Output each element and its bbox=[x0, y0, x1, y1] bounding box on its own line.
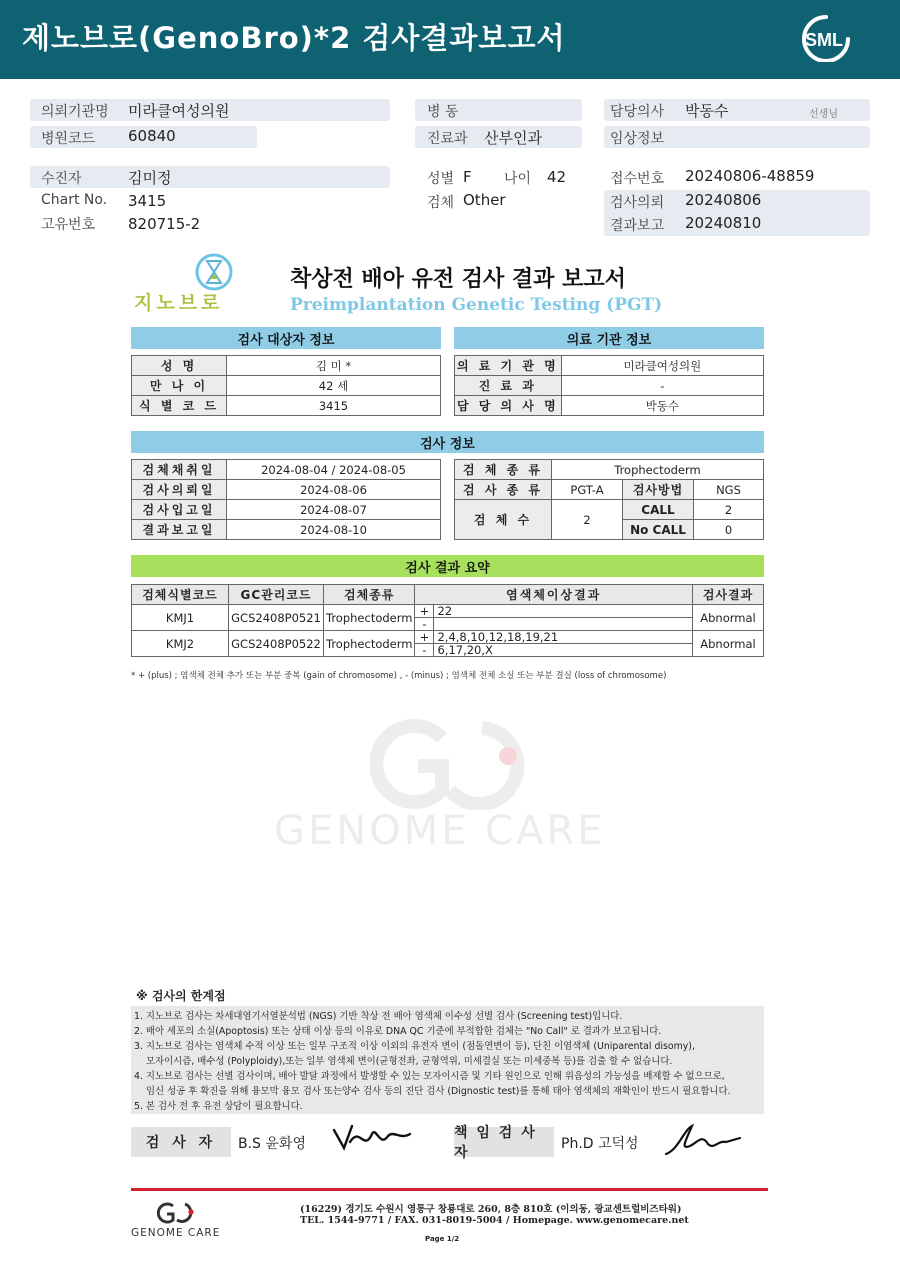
institution-value: 미라클여성의원 bbox=[128, 102, 230, 120]
clinic-dept-label: 진 료 과 bbox=[455, 376, 562, 396]
received-label: 검사입고일 bbox=[132, 500, 227, 520]
clinic-doctor-label: 담 당 의 사 명 bbox=[455, 396, 562, 416]
table-row bbox=[455, 480, 764, 500]
tester-name: B.S 윤화영 bbox=[238, 1136, 306, 1152]
chart-label: Chart No. bbox=[41, 192, 108, 208]
specimen-label: 검체 bbox=[427, 195, 455, 211]
clinic-doctor-value: 박동수 bbox=[561, 396, 763, 416]
report-date-label: 결과보고 bbox=[610, 218, 665, 234]
row2-plus: 2,4,8,10,12,18,19,21 bbox=[437, 630, 559, 644]
summary-table bbox=[131, 584, 764, 657]
row1-result: Abnormal bbox=[693, 605, 764, 631]
specimen-type-value: Trophectoderm bbox=[552, 460, 764, 480]
subject-header: 검사 대상자 정보 bbox=[131, 327, 441, 349]
dept-value: 산부인과 bbox=[484, 129, 542, 147]
limit-line-3: 3. 지노브로 검사는 염색체 수적 이상 또는 일부 구조적 이상 이외의 유전자 변이 (점돌연변이 등), 단친 이염색체 (Uniparental disomy), bbox=[134, 1041, 695, 1052]
receipt-value: 20240806-48859 bbox=[685, 167, 815, 185]
doctor-suffix: 선생님 bbox=[809, 109, 838, 120]
test-type-value: PGT-A bbox=[552, 480, 623, 500]
row2-id: KMJ2 bbox=[132, 631, 229, 657]
footer-address: (16229) 경기도 수원시 영통구 창룡대로 260, 8층 810호 (이의동, 광교센트럴비즈타워) bbox=[300, 1204, 682, 1215]
subject-age-value: 42 세 bbox=[227, 376, 441, 396]
specimen-value: Other bbox=[463, 191, 506, 209]
nocall-value: 0 bbox=[694, 520, 764, 540]
col-specimen-type: 검체종류 bbox=[324, 585, 415, 605]
row2-chromosome: + 2,4,8,10,12,18,19,21 - 6,17,20,X bbox=[415, 631, 693, 657]
summary-footnote: * + (plus) ; 염색체 전체 추가 또는 부분 중복 (gain of chromosome) , - (minus) ; 염색체 전체 소실 또는 부분 결실 (loss of chromosome) bbox=[131, 671, 667, 681]
col-chromosome-result: 염색체이상결과 bbox=[415, 585, 693, 605]
method-label: 검사방법 bbox=[623, 480, 694, 500]
footer-divider bbox=[131, 1188, 768, 1191]
table-row bbox=[132, 480, 441, 500]
genobro-brand: 지노브로 bbox=[134, 292, 224, 314]
collect-label: 검체채취일 bbox=[132, 460, 227, 480]
table-row bbox=[132, 396, 441, 416]
hospital-code-label: 병원코드 bbox=[41, 131, 96, 147]
clinic-header: 의료 기관 정보 bbox=[454, 327, 764, 349]
dept-label: 진료과 bbox=[427, 131, 468, 147]
sex-value: F bbox=[463, 168, 472, 186]
col-gc-code: GC관리코드 bbox=[229, 585, 324, 605]
institution-label: 의뢰기관명 bbox=[41, 104, 109, 120]
limit-line-7: 5. 본 검사 전 후 유전 상담이 필요합니다. bbox=[134, 1101, 303, 1112]
chart-value: 3415 bbox=[128, 192, 167, 210]
row1-chromosome: + 22 - bbox=[415, 605, 693, 631]
test-specimen-table bbox=[454, 459, 764, 540]
nocall-label: No CALL bbox=[623, 520, 694, 540]
limit-line-1: 1. 지노브로 검사는 차세대염기서열분석법 (NGS) 기반 착상 전 배아 염색체 이수성 선별 검사 (Screening test)입니다. bbox=[134, 1011, 623, 1022]
sml-logo-icon bbox=[800, 14, 852, 62]
clinic-name-value: 미라클여성의원 bbox=[561, 356, 763, 376]
table-row bbox=[132, 356, 441, 376]
count-label: 검 체 수 bbox=[455, 500, 552, 540]
call-value: 2 bbox=[694, 500, 764, 520]
patient-value: 김미정 bbox=[128, 169, 172, 187]
tester-label: 검 사 자 bbox=[131, 1127, 231, 1157]
result-date-label: 결과보고일 bbox=[132, 520, 227, 540]
row1-gc: GCS2408P0521 bbox=[229, 605, 324, 631]
test-info-header: 검사 정보 bbox=[131, 431, 764, 453]
genobro-hourglass-icon bbox=[188, 252, 238, 292]
request-date-value: 2024-08-06 bbox=[227, 480, 441, 500]
chief-label: 책 임 검 사 자 bbox=[454, 1127, 554, 1157]
clinic-table bbox=[454, 355, 764, 416]
sex-label: 성별 bbox=[427, 171, 455, 187]
subject-table bbox=[131, 355, 441, 416]
footer-logo-text: GENOME CARE bbox=[131, 1227, 221, 1239]
limit-line-2: 2. 배아 세포의 소실(Apoptosis) 또는 상태 이상 등의 이유로 DNA QC 기준에 부적합한 검체는 "No Call" 로 결과가 보고됩니다. bbox=[134, 1026, 662, 1037]
row1-minus bbox=[434, 618, 437, 630]
limit-line-5: 4. 지노브로 검사는 선별 검사이며, 배아 발달 과정에서 발생할 수 있는 모자이시즘 및 기타 원인으로 인해 위음성의 가능성을 배제할 수 없으므로, bbox=[134, 1071, 725, 1082]
chief-name: Ph.D 고덕성 bbox=[561, 1136, 639, 1152]
row1-plus: 22 bbox=[437, 604, 453, 618]
row2-result: Abnormal bbox=[693, 631, 764, 657]
table-row bbox=[132, 631, 764, 657]
table-row bbox=[132, 605, 764, 631]
uid-value: 820715-2 bbox=[128, 215, 201, 233]
table-row bbox=[455, 396, 764, 416]
patient-label: 수진자 bbox=[41, 171, 82, 187]
page-number: Page 1/2 bbox=[425, 1235, 460, 1243]
report-date-value: 20240810 bbox=[685, 214, 762, 232]
subject-id-label: 식 별 코 드 bbox=[132, 396, 227, 416]
doctor-value: 박동수 bbox=[685, 102, 729, 120]
row1-id: KMJ1 bbox=[132, 605, 229, 631]
row2-gc: GCS2408P0522 bbox=[229, 631, 324, 657]
call-label: CALL bbox=[623, 500, 694, 520]
table-row bbox=[132, 376, 441, 396]
chief-signature-icon bbox=[660, 1120, 744, 1160]
collect-value: 2024-08-04 / 2024-08-05 bbox=[227, 460, 441, 480]
report-subtitle: Preimplantation Genetic Testing (PGT) bbox=[290, 295, 663, 315]
table-row bbox=[455, 460, 764, 480]
doctor-label: 담당의사 bbox=[610, 104, 665, 120]
table-header-row bbox=[132, 585, 764, 605]
method-value: NGS bbox=[694, 480, 764, 500]
received-value: 2024-08-07 bbox=[227, 500, 441, 520]
clinic-name-label: 의 료 기 관 명 bbox=[455, 356, 562, 376]
result-date-value: 2024-08-10 bbox=[227, 520, 441, 540]
svg-text:SML: SML bbox=[805, 30, 843, 50]
row2-minus: 6,17,20,X bbox=[437, 643, 493, 657]
table-row bbox=[132, 520, 441, 540]
row1-type: Trophectoderm bbox=[324, 605, 415, 631]
table-row bbox=[455, 500, 764, 520]
genome-care-logo-icon bbox=[156, 1200, 196, 1226]
subject-name-value: 김 미 * bbox=[227, 356, 441, 376]
subject-id-value: 3415 bbox=[227, 396, 441, 416]
report-header-title: 제노브로(GenoBro)*2 검사결과보고서 bbox=[22, 21, 566, 55]
uid-label: 고유번호 bbox=[41, 217, 96, 233]
limit-line-4: 모자이시즘, 배수성 (Polyploidy),또는 일부 염색체 변이(균형전좌, 균형역위, 미세결실 또는 미세중복 등)를 검출 할 수 없습니다. bbox=[146, 1056, 673, 1067]
subject-name-label: 성 명 bbox=[132, 356, 227, 376]
specimen-type-label: 검 체 종 류 bbox=[455, 460, 552, 480]
count-value: 2 bbox=[552, 500, 623, 540]
clinical-label: 임상정보 bbox=[610, 131, 665, 147]
table-row bbox=[132, 500, 441, 520]
genome-care-watermark-icon bbox=[370, 710, 530, 810]
test-type-label: 검 사 종 류 bbox=[455, 480, 552, 500]
ward-label: 병 동 bbox=[427, 104, 459, 120]
receipt-label: 접수번호 bbox=[610, 171, 665, 187]
request-date-label: 검사의뢰일 bbox=[132, 480, 227, 500]
col-test-result: 검사결과 bbox=[693, 585, 764, 605]
table-row bbox=[455, 356, 764, 376]
table-row bbox=[455, 376, 764, 396]
limit-line-6: 임신 성공 후 확진을 위해 융모막 융모 검사 또는양수 검사 등의 진단 검사 (Dignostic test)를 통해 태아 염색체의 재확인이 반드시 필요합니다. bbox=[146, 1086, 731, 1097]
clinic-dept-value: - bbox=[561, 376, 763, 396]
hospital-code-value: 60840 bbox=[128, 127, 176, 145]
subject-age-label: 만 나 이 bbox=[132, 376, 227, 396]
row2-type: Trophectoderm bbox=[324, 631, 415, 657]
footer-contact: TEL. 1544-9771 / FAX. 031-8019-5004 / Homepage. www.genomecare.net bbox=[300, 1215, 689, 1226]
patient-row bbox=[30, 166, 390, 188]
table-row bbox=[132, 460, 441, 480]
age-value: 42 bbox=[547, 168, 567, 186]
limits-box bbox=[131, 1006, 764, 1114]
header-band bbox=[0, 0, 900, 79]
col-specimen-id: 검체식별코드 bbox=[132, 585, 229, 605]
test-dates-table bbox=[131, 459, 441, 540]
watermark-text: GENOME CARE bbox=[274, 808, 606, 854]
summary-header: 검사 결과 요약 bbox=[131, 555, 764, 577]
age-label: 나이 bbox=[504, 171, 532, 187]
request-value: 20240806 bbox=[685, 191, 762, 209]
report-title: 착상전 배아 유전 검사 결과 보고서 bbox=[290, 267, 626, 292]
limits-header: ※ 검사의 한계점 bbox=[136, 989, 226, 1003]
request-label: 검사의뢰 bbox=[610, 195, 665, 211]
tester-signature-icon bbox=[330, 1122, 414, 1158]
